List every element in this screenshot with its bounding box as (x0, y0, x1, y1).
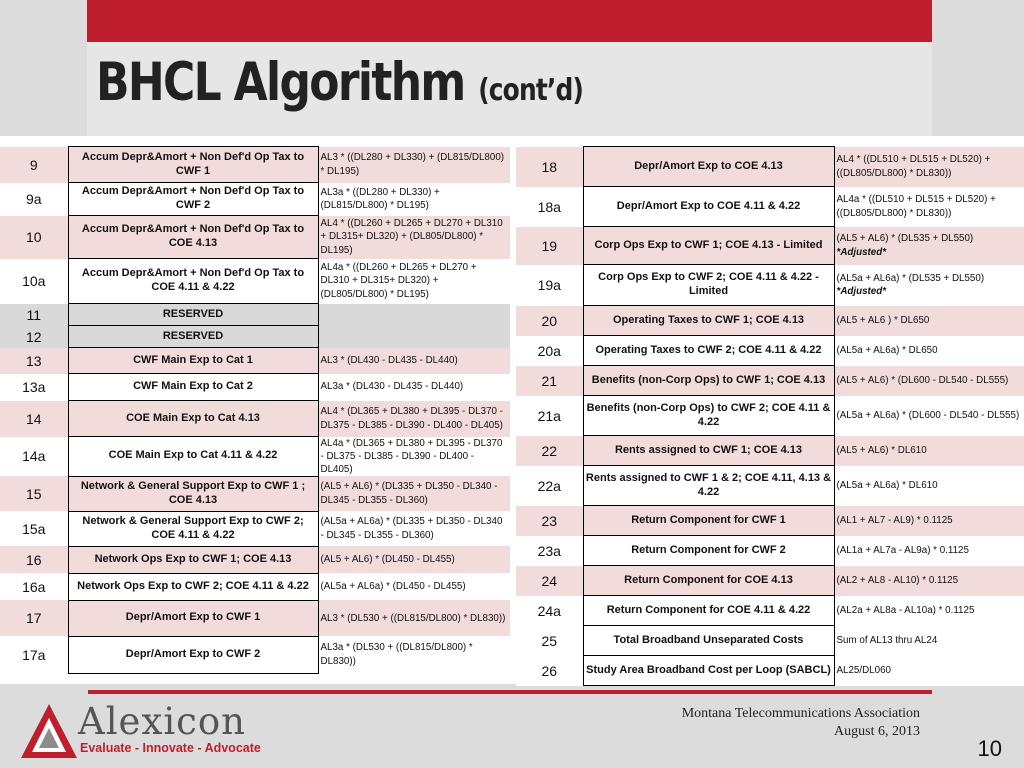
row-id: 13a (0, 374, 68, 401)
formula-text: AL3a * (DL530 + ((DL815/DL800) * DL830)) (320, 642, 473, 667)
row-label: Depr/Amort Exp to CWF 1 (68, 600, 318, 636)
row-label: Corp Ops Exp to CWF 1; COE 4.13 - Limited (583, 227, 834, 265)
row-formula (318, 401, 510, 437)
formula-text: (AL2 + AL8 - AL10) * 0.1125 (836, 574, 959, 586)
table-row (516, 436, 1024, 466)
formula-text: (AL5a + AL6a) * DL610 (836, 479, 938, 491)
row-formula (834, 506, 1024, 536)
table-row (0, 216, 510, 259)
formula-text: AL25/DL060 (836, 664, 891, 676)
row-formula (834, 436, 1024, 466)
formula-text: (AL1a + AL7a - AL9a) * 0.1125 (836, 544, 969, 556)
formula-text: (AL5a + AL6a) * (DL450 - DL455) (320, 581, 466, 593)
formula-text: AL4 * (DL365 + DL380 + DL395 - DL370 - DL375 - DL385 - DL390 - DL400 - DL405) (320, 406, 503, 431)
row-formula (834, 626, 1024, 656)
row-id: 16a (0, 573, 68, 600)
table-row (516, 366, 1024, 396)
row-id: 19a (516, 265, 583, 306)
row-id: 17 (0, 600, 68, 636)
table-row (516, 306, 1024, 336)
row-formula (834, 187, 1024, 227)
table-row (516, 656, 1024, 686)
row-label: RESERVED (68, 304, 318, 326)
table-row (516, 147, 1024, 187)
row-label: Return Component for CWF 2 (583, 536, 834, 566)
row-formula (834, 536, 1024, 566)
row-formula (318, 437, 510, 477)
formula-text: (AL5 + AL6) * DL610 (836, 444, 927, 456)
row-formula (318, 147, 510, 183)
table-row (0, 511, 510, 546)
row-label: Depr/Amort Exp to COE 4.13 (583, 147, 834, 187)
table-row (516, 336, 1024, 366)
footer-organization: Montana Telecommunications Association (681, 706, 920, 721)
row-formula (318, 259, 510, 304)
row-label: Network Ops Exp to CWF 2; COE 4.11 & 4.22 (68, 573, 318, 600)
row-id: 18a (516, 187, 583, 227)
table-row (0, 348, 510, 374)
row-id: 18 (516, 147, 583, 187)
logo-tagline: Evaluate - Innovate - Advocate (80, 741, 261, 755)
table-row (516, 566, 1024, 596)
table-row (516, 626, 1024, 656)
row-formula (318, 183, 510, 216)
row-formula (318, 511, 510, 546)
row-label: Return Component for COE 4.13 (583, 566, 834, 596)
row-id: 14a (0, 437, 68, 477)
formula-text: (AL5 + AL6) * (DL335 + DL350 - DL340 - DL345 - DL355 - DL360) (320, 481, 498, 506)
row-label: Benefits (non-Corp Ops) to CWF 2; COE 4.11 & 4.22 (583, 396, 834, 436)
row-id: 13 (0, 348, 68, 374)
row-label: Study Area Broadband Cost per Loop (SABCL) (583, 656, 834, 686)
row-formula (318, 374, 510, 401)
formula-text: (AL5a + AL6a) * (DL600 - DL540 - DL555) (836, 409, 1020, 421)
row-formula (318, 546, 510, 573)
table-row (0, 374, 510, 401)
row-id: 22a (516, 466, 583, 506)
row-id: 12 (0, 326, 68, 348)
formula-text: AL4a * ((DL260 + DL265 + DL270 + DL310 + DL315+ DL320) + (DL805/DL800) * DL195) (320, 262, 477, 300)
row-id: 21a (516, 396, 583, 436)
row-formula (318, 216, 510, 259)
row-label: Rents assigned to CWF 1; COE 4.13 (583, 436, 834, 466)
row-label: Return Component for CWF 1 (583, 506, 834, 536)
table-row (0, 600, 510, 636)
table-row (516, 596, 1024, 626)
slide-title (96, 52, 583, 113)
row-label: Network & General Support Exp to CWF 1 ; COE 4.13 (68, 476, 318, 511)
table-row (0, 147, 510, 183)
row-id: 22 (516, 436, 583, 466)
row-formula (318, 636, 510, 673)
row-formula (318, 476, 510, 511)
row-id: 24a (516, 596, 583, 626)
row-id: 21 (516, 366, 583, 396)
row-id: 20 (516, 306, 583, 336)
row-id: 10 (0, 216, 68, 259)
row-label: RESERVED (68, 326, 318, 348)
row-label: Accum Depr&Amort + Non Def'd Op Tax to COE 4.13 (68, 216, 318, 259)
table-row (516, 187, 1024, 227)
table-row (516, 536, 1024, 566)
row-id: 9a (0, 183, 68, 216)
formula-text: (AL1 + AL7 - AL9) * 0.1125 (836, 514, 953, 526)
row-label: Operating Taxes to CWF 2; COE 4.11 & 4.22 (583, 336, 834, 366)
table-row (516, 506, 1024, 536)
row-label: COE Main Exp to Cat 4.13 (68, 401, 318, 437)
table-row (0, 437, 510, 477)
row-id: 14 (0, 401, 68, 437)
row-label: Benefits (non-Corp Ops) to CWF 1; COE 4.13 (583, 366, 834, 396)
title-main: BHCL Algorithm (96, 52, 465, 113)
adjusted-note: *Adjusted* (836, 286, 887, 297)
row-formula (834, 656, 1024, 686)
row-id: 26 (516, 656, 583, 686)
formula-text: (AL5a + AL6a) * (DL335 + DL350 - DL340 - DL345 - DL355 - DL360) (320, 516, 503, 541)
row-label: Accum Depr&Amort + Non Def'd Op Tax to CWF 1 (68, 147, 318, 183)
algorithm-table-right (516, 146, 1024, 686)
table-row (0, 183, 510, 216)
formula-text: (AL5 + AL6) * (DL600 - DL540 - DL555) (836, 374, 1009, 386)
row-label: Accum Depr&Amort + Non Def'd Op Tax to COE 4.11 & 4.22 (68, 259, 318, 304)
row-label: COE Main Exp to Cat 4.11 & 4.22 (68, 437, 318, 477)
row-label: CWF Main Exp to Cat 1 (68, 348, 318, 374)
row-formula (834, 566, 1024, 596)
title-sub: (cont’d) (478, 73, 584, 108)
table-row (0, 326, 510, 348)
row-formula (834, 227, 1024, 265)
algorithm-table-left (0, 146, 510, 674)
formula-text: (AL5 + AL6 ) * DL650 (836, 314, 930, 326)
row-id: 25 (516, 626, 583, 656)
row-id: 15a (0, 511, 68, 546)
footer-date: August 6, 2013 (834, 724, 920, 739)
logo-name: Alexicon (78, 700, 246, 743)
formula-text: (AL5 + AL6) * (DL535 + DL550) (836, 233, 974, 245)
formula-text: AL4 * ((DL510 + DL515 + DL520) + ((DL805/DL800) * DL830)) (836, 154, 991, 179)
page-number: 10 (977, 736, 1002, 761)
row-id: 16 (0, 546, 68, 573)
row-id: 17a (0, 636, 68, 673)
formula-text: AL3 * (DL430 - DL435 - DL440) (320, 354, 458, 366)
row-formula (834, 265, 1024, 306)
row-label: Operating Taxes to CWF 1; COE 4.13 (583, 306, 834, 336)
table-row (0, 636, 510, 673)
row-formula (318, 304, 510, 326)
formula-text: Sum of AL13 thru AL24 (836, 634, 938, 646)
formula-text: (AL5a + AL6a) * DL650 (836, 344, 938, 356)
row-label: Corp Ops Exp to CWF 2; COE 4.11 & 4.22 - Limited (583, 265, 834, 306)
table-row (0, 401, 510, 437)
row-id: 9 (0, 147, 68, 183)
row-formula (834, 306, 1024, 336)
row-formula (318, 600, 510, 636)
formula-text: AL3 * ((DL280 + DL330) + (DL815/DL800) * DL195) (320, 152, 505, 177)
table-row (0, 259, 510, 304)
formula-text: (AL2a + AL8a - AL10a) * 0.1125 (836, 604, 975, 616)
formula-text: (AL5 + AL6) * (DL450 - DL455) (320, 554, 455, 566)
table-row (516, 466, 1024, 506)
row-label: Network & General Support Exp to CWF 2; COE 4.11 & 4.22 (68, 511, 318, 546)
row-formula (318, 573, 510, 600)
row-id: 15 (0, 476, 68, 511)
row-formula (834, 596, 1024, 626)
row-id: 20a (516, 336, 583, 366)
row-formula (834, 336, 1024, 366)
row-label: Accum Depr&Amort + Non Def'd Op Tax to CWF 2 (68, 183, 318, 216)
row-id: 11 (0, 304, 68, 326)
footer-accent-line (88, 690, 932, 694)
row-label: Return Component for COE 4.11 & 4.22 (583, 596, 834, 626)
table-row (516, 265, 1024, 306)
formula-text: AL3a * ((DL280 + DL330) + (DL815/DL800) * DL195) (320, 186, 440, 211)
row-label: CWF Main Exp to Cat 2 (68, 374, 318, 401)
row-label: Depr/Amort Exp to CWF 2 (68, 636, 318, 673)
row-label: Rents assigned to CWF 1 & 2; COE 4.11, 4.13 & 4.22 (583, 466, 834, 506)
row-id: 23a (516, 536, 583, 566)
row-label: Network Ops Exp to CWF 1; COE 4.13 (68, 546, 318, 573)
row-formula (834, 396, 1024, 436)
row-id: 23 (516, 506, 583, 536)
formula-text: AL4a * ((DL510 + DL515 + DL520) + ((DL805/DL800) * DL830)) (836, 194, 996, 219)
table-row (0, 304, 510, 326)
table-row (0, 573, 510, 600)
table-row (516, 396, 1024, 436)
formula-text: (AL5a + AL6a) * (DL535 + DL550) (836, 272, 985, 284)
row-formula (318, 348, 510, 374)
table-row (0, 546, 510, 573)
row-formula (834, 147, 1024, 187)
row-id: 19 (516, 227, 583, 265)
row-formula (834, 366, 1024, 396)
row-id: 24 (516, 566, 583, 596)
formula-text: AL3a * (DL430 - DL435 - DL440) (320, 381, 464, 393)
row-label: Depr/Amort Exp to COE 4.11 & 4.22 (583, 187, 834, 227)
row-formula (834, 466, 1024, 506)
row-label: Total Broadband Unseparated Costs (583, 626, 834, 656)
formula-text: AL3 * (DL530 + ((DL815/DL800) * DL830)) (320, 612, 506, 624)
adjusted-note: *Adjusted* (836, 246, 887, 258)
row-id: 10a (0, 259, 68, 304)
table-row (0, 476, 510, 511)
header-accent-bar (87, 0, 932, 42)
row-formula (318, 326, 510, 348)
formula-text: AL4 * ((DL260 + DL265 + DL270 + DL310 + DL315+ DL320) + (DL805/DL800) * DL195) (320, 218, 503, 256)
formula-text: AL4a * (DL365 + DL380 + DL395 - DL370 - DL375 - DL385 - DL390 - DL400 - DL405) (320, 437, 503, 475)
table-row (516, 227, 1024, 265)
